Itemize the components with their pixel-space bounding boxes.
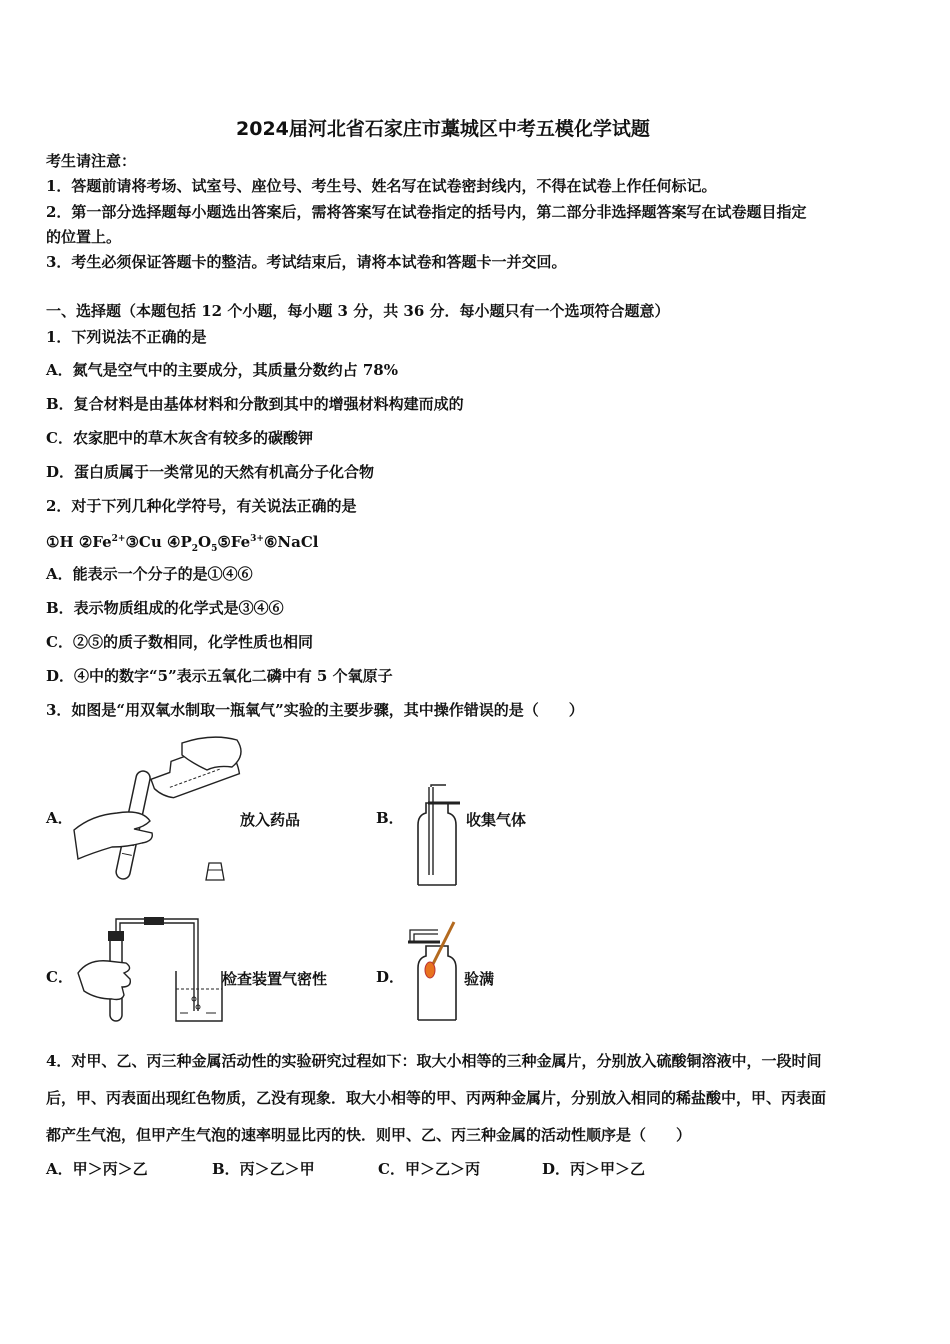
- q4-stem-line-3: 都产生气泡，但甲产生气泡的速率明显比丙的快．则甲、乙、丙三种金属的活动性顺序是（ ）: [46, 1126, 692, 1144]
- section-heading: 一、选择题（本题包括 12 个小题，每小题 3 分，共 36 分．每小题只有一个选项符合题意）: [46, 302, 670, 320]
- page-title: 2024届河北省石家庄市藁城区中考五模化学试题: [236, 118, 650, 140]
- notice-item-3: 3．考生必须保证答题卡的整洁。考试结束后，请将本试卷和答题卡一并交回。: [46, 253, 567, 271]
- q2-stem: 2．对于下列几种化学符号，有关说法正确的是: [46, 497, 357, 515]
- q2-symbols: ①H $②Fe^{2+}③Cu$ $④P_2O_5⑤Fe^{3+}⑥NaCl$: [46, 533, 319, 554]
- gas-collection-bottle-illustration: [404, 785, 468, 887]
- q3-a-caption: 放入药品: [240, 811, 301, 829]
- q4-stem-line-1: 4．对甲、乙、丙三种金属活动性的实验研究过程如下：取大小相等的三种金属片，分别放入硫酸铜溶液中，一段时间: [46, 1052, 822, 1070]
- q2-option-a: A．能表示一个分子的是①④⑥: [46, 565, 253, 583]
- q3-c-caption: 检查装置气密性: [222, 970, 328, 988]
- q1-option-b: B．复合材料是由基体材料和分散到其中的增强材料构建而成的: [46, 395, 464, 413]
- q4-option-c: C．甲＞乙＞丙: [378, 1160, 480, 1178]
- notice-item-1: 1．答题前请将考场、试室号、座位号、考生号、姓名写在试卷密封线内，不得在试卷上作任何标记。: [46, 177, 717, 195]
- q3-d-caption: 验满: [464, 970, 495, 988]
- airtightness-check-illustration: [76, 915, 226, 1025]
- q4-option-a: A．甲＞丙＞乙: [46, 1160, 148, 1178]
- q1-option-d: D．蛋白质属于一类常见的天然有机高分子化合物: [46, 463, 375, 481]
- q3-c-letter: C．: [46, 968, 73, 986]
- q3-b-caption: 收集气体: [466, 811, 527, 829]
- q4-option-b: B．丙＞乙＞甲: [212, 1160, 315, 1178]
- q1-option-c: C．农家肥中的草木灰含有较多的碳酸钾: [46, 429, 313, 447]
- notice-item-2: 2．第一部分选择题每小题选出答案后，需将答案写在试卷指定的括号内，第二部分非选择题答案写在试卷题目指定: [46, 203, 807, 221]
- notice-heading: 考生请注意：: [46, 152, 137, 170]
- q4-option-d: D．丙＞甲＞乙: [542, 1160, 646, 1178]
- q3-a-letter: A．: [46, 809, 73, 827]
- q4-stem-line-2: 后，甲、丙表面出现红色物质，乙没有现象．取大小相等的甲、丙两种金属片，分别放入相同的稀盐酸中，甲、丙表面: [46, 1089, 827, 1107]
- q3-stem: 3．如图是“用双氧水制取一瓶氧气”实验的主要步骤，其中操作错误的是（ ）: [46, 701, 584, 719]
- q1-option-a: A．氮气是空气中的主要成分，其质量分数约占 78%: [46, 361, 398, 379]
- oxygen-full-check-illustration: [404, 920, 468, 1022]
- q1-stem: 1．下列说法不正确的是: [46, 328, 207, 346]
- q2-option-b: B．表示物质组成的化学式是③④⑥: [46, 599, 284, 617]
- q3-b-letter: B．: [376, 809, 404, 827]
- q2-option-c: C．②⑤的质子数相同，化学性质也相同: [46, 633, 313, 651]
- pour-reagent-illustration: [72, 735, 242, 885]
- q3-d-letter: D．: [376, 968, 405, 986]
- q2-option-d: D．④中的数字“5”表示五氧化二磷中有 5 个氧原子: [46, 667, 393, 685]
- notice-item-2-cont: 的位置上。: [46, 228, 122, 246]
